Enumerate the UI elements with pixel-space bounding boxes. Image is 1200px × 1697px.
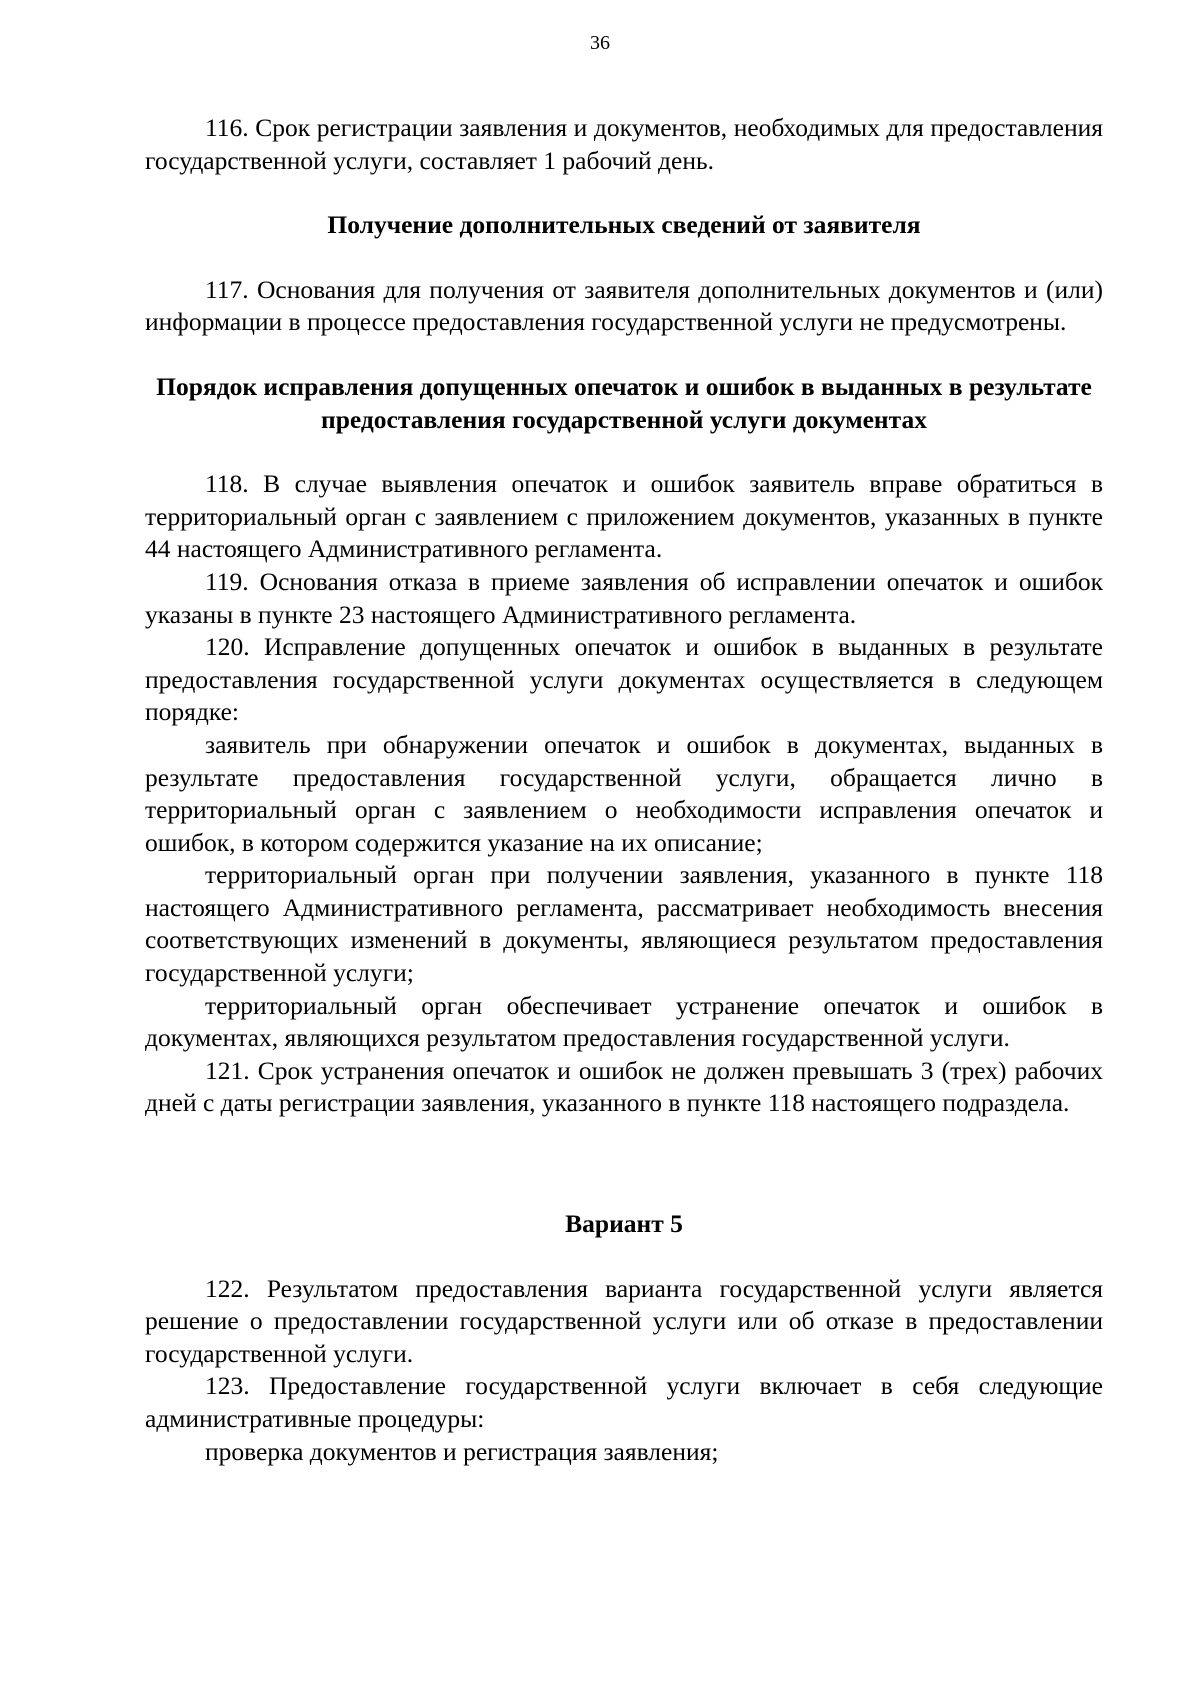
section-heading-additional-info: Получение дополнительных сведений от заявителя bbox=[327, 210, 921, 240]
paragraph-122: 122. Результатом предоставления варианта государственной услуги является решение о предоставлении государственной услуги или об отказе в предоставлении государственной услуги. bbox=[145, 1273, 1103, 1368]
paragraph-120-item-review: территориальный орган при получении заявления, указанного в пункте 118 настоящего Административного регламента, рассматривает необходимость внесения соответствующих изменений в документы, являющиеся результатом предоставления государственной услуги; bbox=[145, 860, 1103, 988]
section-heading-corrections: Порядок исправления допущенных опечаток и ошибок в выданных в результате предоставления государственной услуги документах bbox=[156, 371, 1092, 434]
paragraph-119: 119. Основания отказа в приеме заявления об исправлении опечаток и ошибок указаны в пункте 23 настоящего Административного регламента. bbox=[145, 566, 1103, 629]
paragraph-121: 121. Срок устранения опечаток и ошибок не должен превышать 3 (трех) рабочих дней с даты регистрации заявления, указанного в пункте 118 настоящего подраздела. bbox=[145, 1055, 1103, 1118]
paragraph-116: 116. Срок регистрации заявления и документов, необходимых для предоставления государственной услуги, составляет 1 рабочий день. bbox=[145, 113, 1103, 175]
section-heading-variant-5: Вариант 5 bbox=[565, 1209, 683, 1239]
paragraph-123-item-check: проверка документов и регистрация заявления; bbox=[205, 1436, 719, 1466]
paragraph-118: 118. В случае выявления опечаток и ошибок заявитель вправе обратиться в территориальный орган с заявлением с приложением документов, указанных в пункте 44 настоящего Административного регламента. bbox=[145, 469, 1103, 564]
document-body bbox=[145, 112, 1103, 1468]
paragraph-117: 117. Основания для получения от заявителя дополнительных документов и (или) информации в процессе предоставления государственной услуги не предусмотрены. bbox=[145, 274, 1103, 337]
paragraph-120-item-applicant: заявитель при обнаружении опечаток и ошибок в документах, выданных в результате предоставления государственной услуги, обращается лично в территориальный орган с заявлением о необходимости исправления опечаток и ошибок, в котором содержится указание на их описание; bbox=[145, 729, 1103, 857]
paragraph-120-item-correction: территориальный орган обеспечивает устранение опечаток и ошибок в документах, являющихся результатом предоставления государственной услуги. bbox=[145, 990, 1103, 1053]
paragraph-123: 123. Предоставление государственной услуги включает в себя следующие административные процедуры: bbox=[145, 1371, 1103, 1433]
paragraph-120: 120. Исправление допущенных опечаток и ошибок в выданных в результате предоставления государственной услуги документах осуществляется в следующем порядке: bbox=[145, 632, 1103, 727]
page-number: 36 bbox=[590, 32, 610, 54]
